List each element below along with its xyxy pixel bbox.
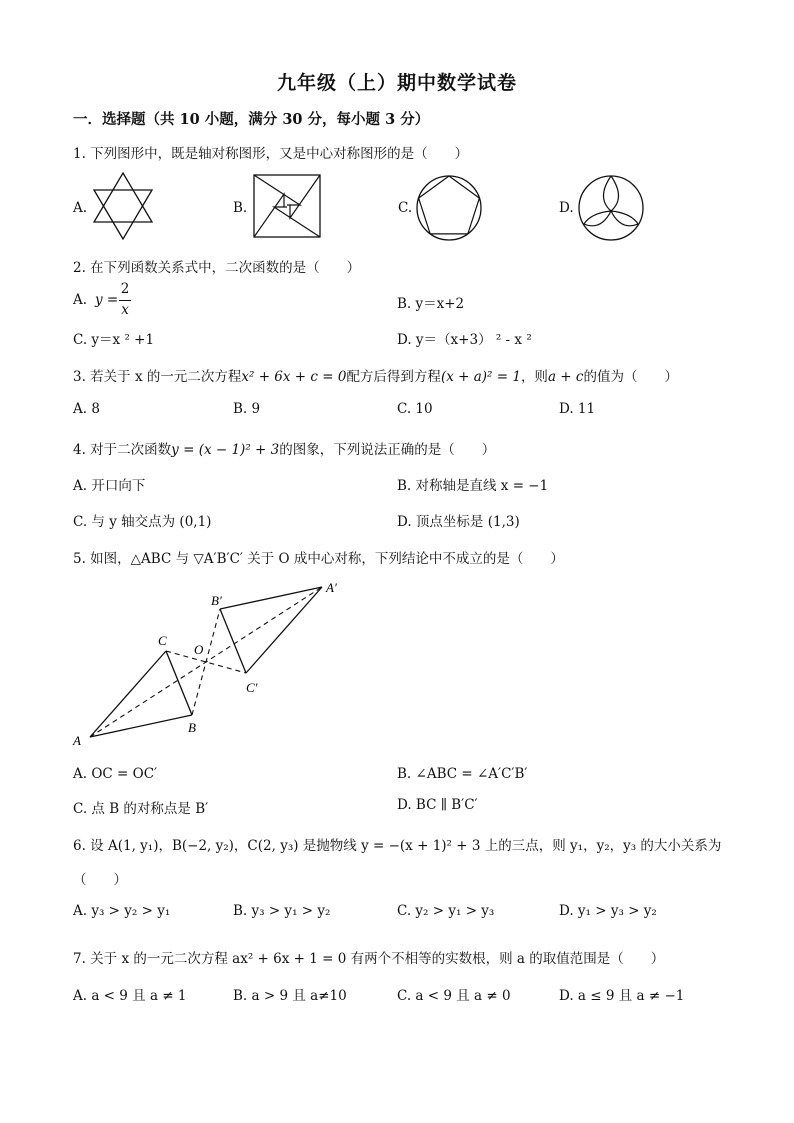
q3-stem-part-2: 配方后得到方程 [346, 369, 441, 385]
q4-stem-part-1: 4. 对于二次函数 [73, 442, 172, 458]
q4-stem [73, 438, 495, 458]
q3-equation-1: x² + 6x + c = 0 [241, 369, 347, 385]
q4-equation: y = (x − 1)² + 3 [171, 442, 280, 458]
q1-option-a-label[interactable]: A. [73, 200, 88, 216]
hexagram-icon [90, 170, 156, 242]
q6-stem-continuation: （ ） [73, 872, 127, 888]
q2-option-a-denominator: x [121, 302, 129, 318]
label-b-prime: B′ [211, 593, 222, 608]
q3-option-b[interactable]: B. 9 [233, 401, 261, 417]
q2-option-b[interactable]: B. y＝x+2 [397, 296, 465, 312]
q7-option-b[interactable]: B. a > 9 且 a≠10 [233, 988, 347, 1004]
q5-option-a[interactable]: A. OC = OC′ [73, 766, 158, 782]
pinwheel-square-icon [252, 173, 322, 239]
q3-option-a[interactable]: A. 8 [73, 401, 100, 417]
fraction-bar [119, 300, 131, 301]
q3-stem-part-4: 的值为（ ） [583, 369, 678, 385]
q5-option-d[interactable]: D. BC ∥ B′C′ [397, 797, 478, 813]
q2-option-a-numerator: 2 [120, 281, 130, 297]
q7-option-c[interactable]: C. a < 9 且 a ≠ 0 [397, 988, 511, 1004]
q1-option-b-label[interactable]: B. [233, 200, 248, 216]
q1-option-c-label[interactable]: C. [398, 200, 413, 216]
q6-option-b[interactable]: B. y₃ > y₁ > y₂ [233, 903, 331, 919]
q3-expression: a + c [547, 369, 584, 385]
label-a: A [73, 733, 81, 748]
q5-stem: 5. 如图，△ABC 与 ▽A′B′C′ 关于 O 成中心对称，下列结论中不成立的是（ ） [73, 551, 564, 567]
q6-option-d[interactable]: D. y₁ > y₃ > y₂ [559, 903, 657, 919]
q3-option-d[interactable]: D. 11 [559, 401, 596, 417]
q6-stem: 6. 设 A(1, y₁)，B(−2, y₂)，C(2, y₃) 是抛物线 y = −(x + 1)² + 3 上的三点，则 y₁，y₂，y₃ 的大小关系为 [73, 838, 722, 854]
q7-option-a[interactable]: A. a < 9 且 a ≠ 1 [73, 988, 187, 1004]
section-heading: 一．选择题（共 10 小题，满分 30 分，每小题 3 分） [73, 111, 430, 128]
q1-stem: 1. 下列图形中，既是轴对称图形，又是中心对称图形的是（ ） [73, 146, 469, 162]
q3-equation-2: (x + a)² = 1 [440, 369, 521, 385]
q3-stem-part-1: 3. 若关于 x 的一元二次方程 [73, 369, 242, 385]
label-b: B [188, 720, 196, 735]
q2-stem: 2. 在下列函数关系式中，二次函数的是（ ） [73, 260, 361, 276]
label-c: C [158, 633, 167, 648]
q4-stem-part-2: 的图象，下列说法正确的是（ ） [279, 442, 496, 458]
trefoil-circle-icon [576, 173, 646, 243]
q2-option-a-lhs: y = [95, 292, 119, 308]
q4-option-a[interactable]: A. 开口向下 [73, 478, 146, 494]
q4-option-d[interactable]: D. 顶点坐标是 (1,3) [397, 514, 520, 530]
q2-option-a-label[interactable]: A. [73, 292, 88, 308]
q3-stem-part-3: ，则 [520, 369, 548, 385]
q7-stem: 7. 关于 x 的一元二次方程 ax² + 6x + 1 = 0 有两个不相等的实数根，则 a 的取值范围是（ ） [73, 951, 665, 967]
q4-option-b[interactable]: B. 对称轴是直线 x = −1 [397, 478, 549, 494]
q3-stem [73, 365, 678, 385]
q5-option-b[interactable]: B. ∠ABC = ∠A′C′B′ [397, 766, 528, 782]
q3-option-c[interactable]: C. 10 [397, 401, 433, 417]
q6-option-c[interactable]: C. y₂ > y₁ > y₃ [397, 903, 495, 919]
q5-option-c[interactable]: C. 点 B 的对称点是 B′ [73, 801, 209, 817]
q1-option-d-label[interactable]: D. [559, 200, 574, 216]
q2-option-c[interactable]: C. y＝x ² +1 [73, 332, 155, 348]
page-title: 九年级（上）期中数学试卷 [276, 72, 517, 94]
label-a-prime: A′ [326, 580, 337, 595]
label-c-prime: C′ [246, 680, 258, 695]
q7-option-d[interactable]: D. a ≤ 9 且 a ≠ −1 [559, 988, 685, 1004]
q6-option-a[interactable]: A. y₃ > y₂ > y₁ [73, 903, 171, 919]
q2-option-d[interactable]: D. y＝（x+3） ² - x ² [397, 332, 532, 348]
pentagon-in-circle-icon [414, 173, 484, 243]
label-o: O [194, 642, 204, 657]
central-symmetry-figure [68, 575, 358, 750]
q4-option-c[interactable]: C. 与 y 轴交点为 (0,1) [73, 514, 212, 530]
